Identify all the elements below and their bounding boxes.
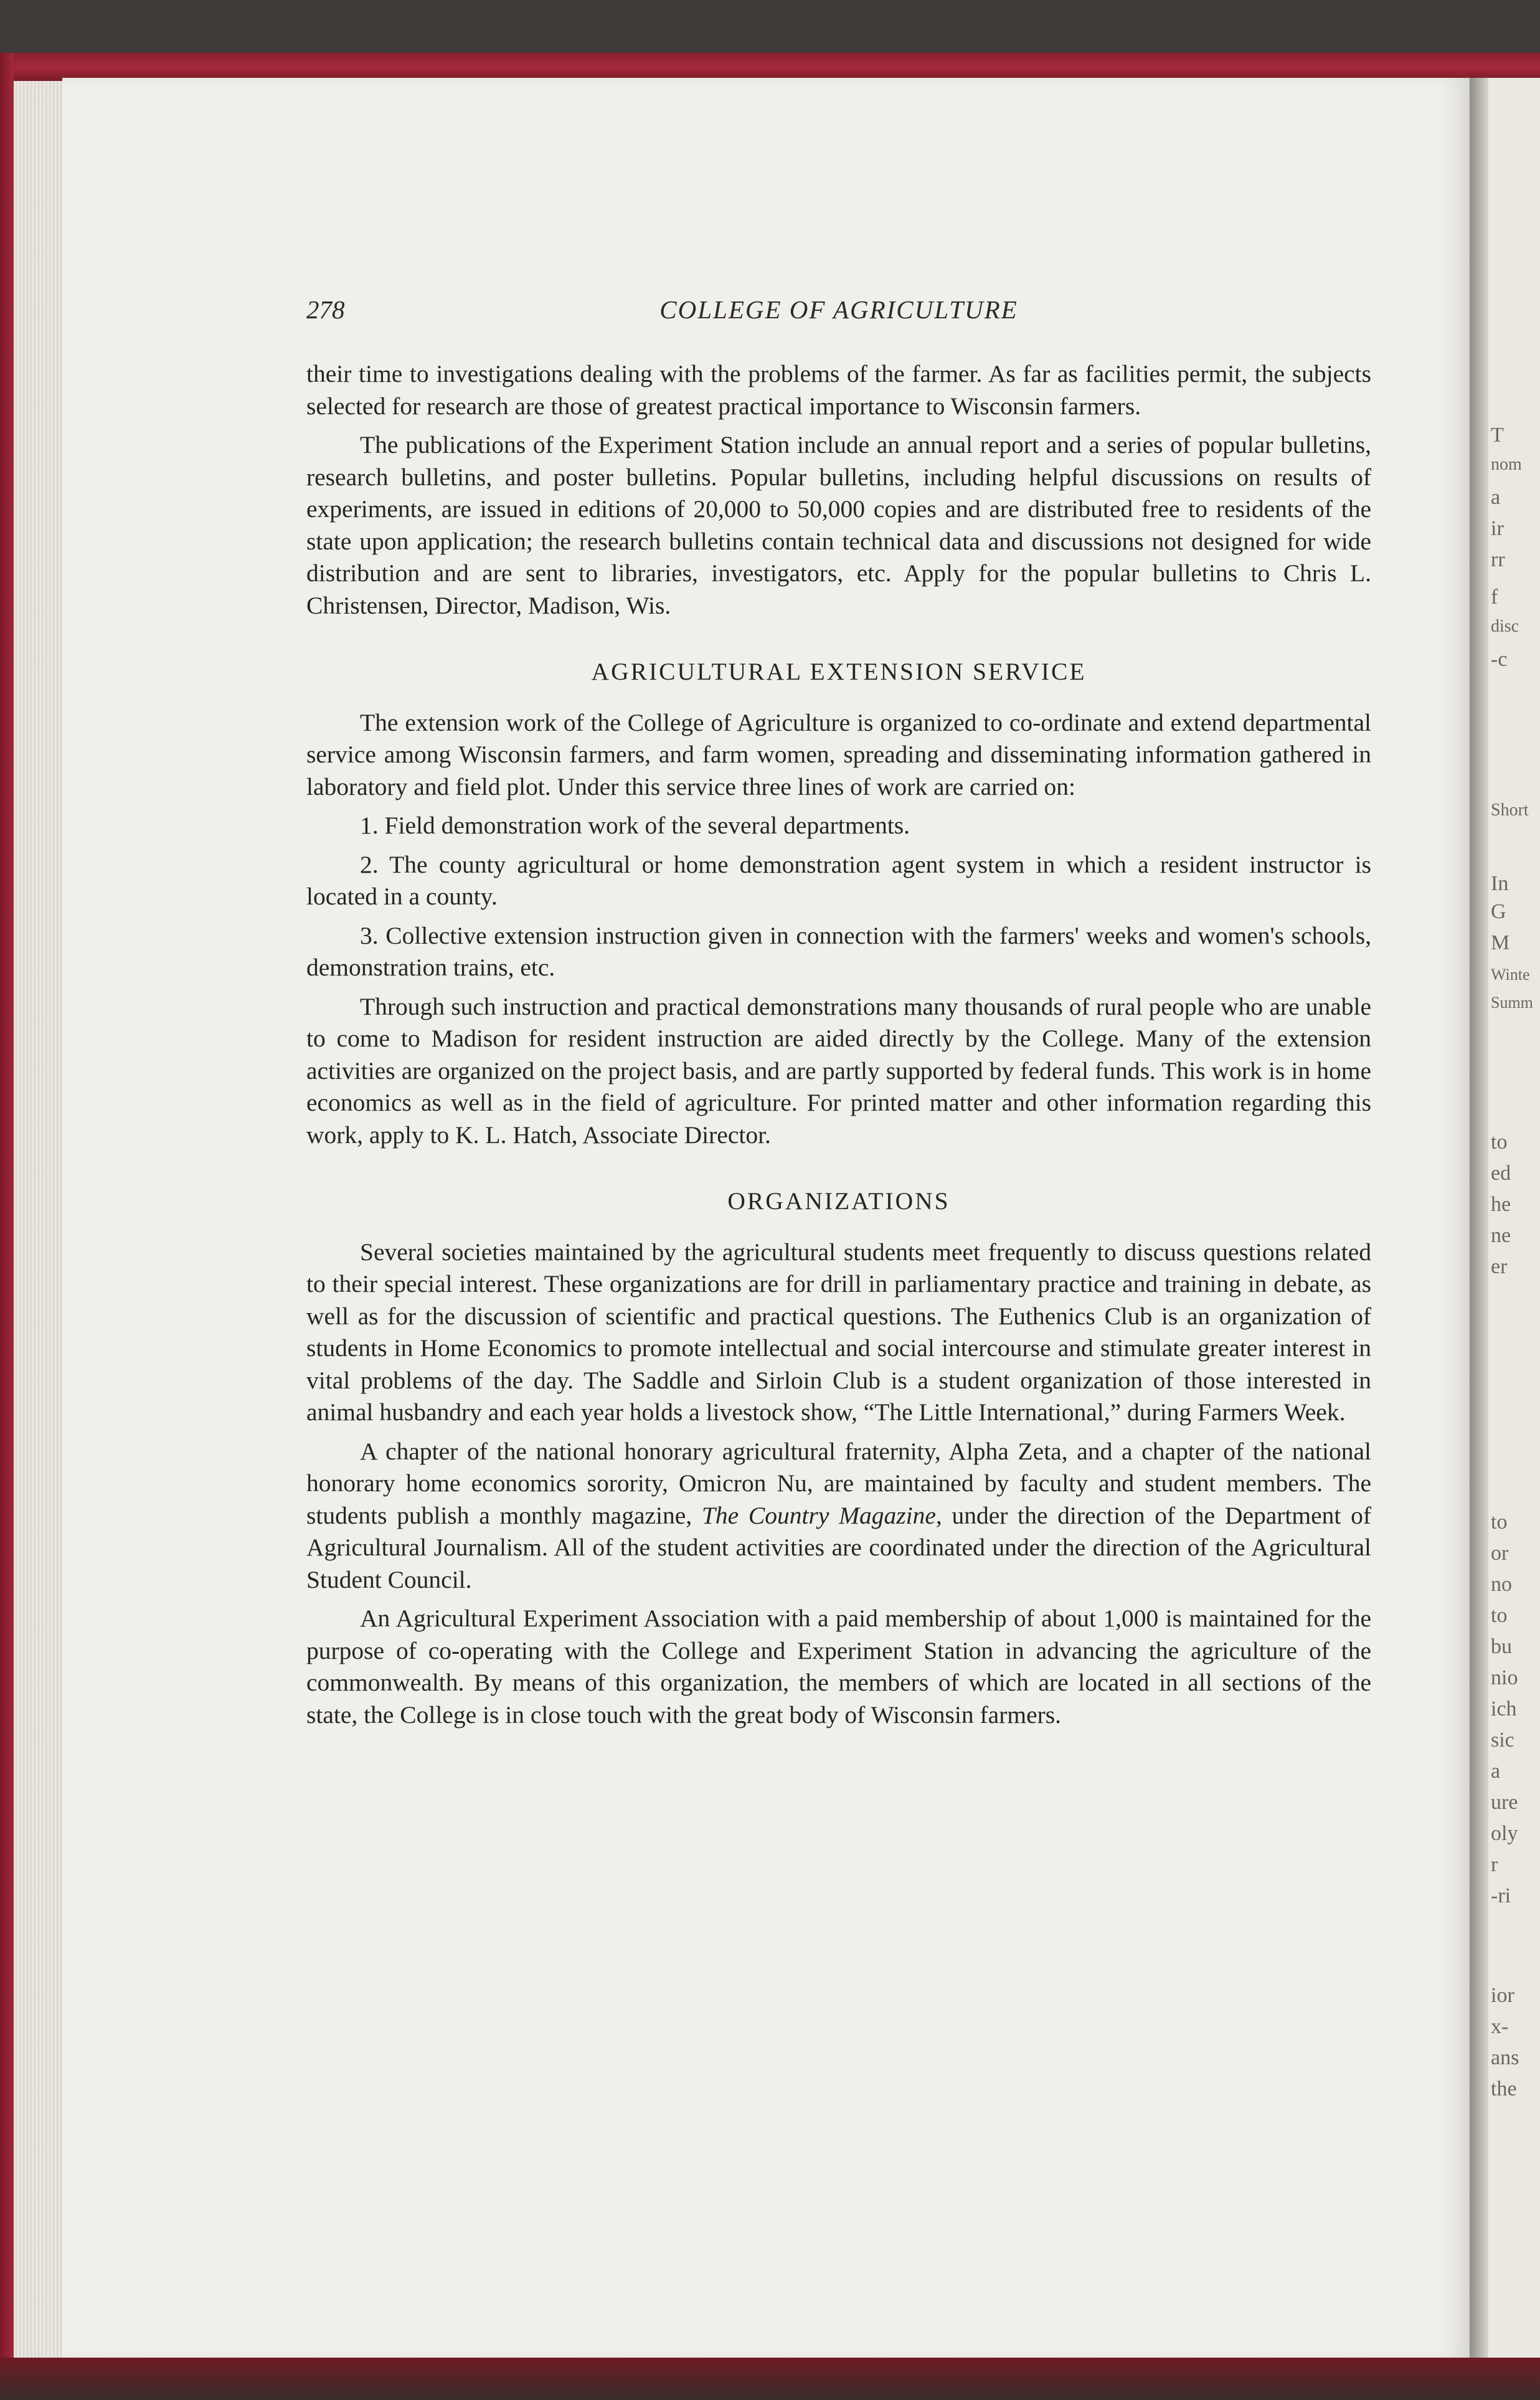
edge-fragment: nom [1491, 455, 1522, 474]
edge-fragment: ich [1491, 1697, 1517, 1720]
edge-fragment: T [1491, 424, 1504, 447]
edge-fragment: or [1491, 1542, 1509, 1565]
edge-fragment: G [1491, 900, 1506, 923]
edge-fragment: disc [1491, 617, 1519, 636]
edge-fragment: oly [1491, 1822, 1518, 1845]
paragraph-chapters [306, 1436, 1371, 1596]
edge-fragment: Summ [1491, 994, 1533, 1012]
edge-fragment: no [1491, 1573, 1512, 1596]
edge-fragment: Winte [1491, 965, 1530, 984]
scan-background [0, 0, 1540, 53]
edge-fragment: Short [1491, 800, 1529, 820]
section-heading-organizations: ORGANIZATIONS [727, 1187, 950, 1215]
edge-fragment: the [1491, 2077, 1517, 2100]
edge-fragment: to [1491, 1604, 1508, 1627]
list-item: 2. The county agricultural or home demonstration agent system in which a resident instructor is located in a county. [306, 850, 1371, 910]
edge-fragment: rr [1491, 548, 1505, 571]
edge-fragment: x- [1491, 2015, 1509, 2038]
running-title: COLLEGE OF AGRICULTURE [659, 295, 1018, 324]
edge-fragment: ed [1491, 1162, 1511, 1185]
paragraph-extension-intro: The extension work of the College of Agriculture is organized to co-ordinate and extend departmental service among Wisconsin farmers, and farm women, spreading and disseminating information gathered in laboratory and field plot. Under this service three lines of work are carried on: [306, 708, 1371, 800]
list-item: 3. Collective extension instruction given in connection with the farmers' weeks and women's schools, demonstration trains, etc. [306, 921, 1371, 981]
edge-fragment: nio [1491, 1666, 1518, 1689]
edge-fragment: -ri [1491, 1884, 1511, 1907]
paragraph-publications: The publications of the Experiment Station include an annual report and a series of popular bulletins, research bulletins, and poster bulletins. Popular bulletins, including helpful discussions on results of experiments, are issued in editions of 20,000 to 50,000 copies and are distributed free to residents of the state upon application; the research bulletins contain technical data and discussions not designed for wide distribution and are sent to libraries, investigators, etc. Apply for the popular bulletins to Chris L. Christensen, Director, Madison, Wis. [306, 431, 1371, 619]
book-binding-top [0, 53, 1540, 81]
edge-fragment: bu [1491, 1635, 1512, 1658]
list-item: 1. Field demonstration work of the several departments. [360, 812, 910, 839]
section-heading-extension: AGRICULTURAL EXTENSION SERVICE [591, 658, 1087, 685]
edge-fragment: a [1491, 1760, 1501, 1783]
edge-fragment: -c [1491, 648, 1508, 671]
page-edges [14, 81, 62, 2361]
edge-fragment: ir [1491, 517, 1504, 540]
edge-fragment: In [1491, 872, 1509, 895]
edge-fragment: ne [1491, 1224, 1511, 1247]
paragraph-societies: Several societies maintained by the agricultural students meet frequently to discuss questions related to their special interest. These organizations are for drill in parliamentary practice and training in debate, as well as for the discussion of scientific and practical questions. The Euthenics Club is an organization of students in Home Economics to promote intellectual and social intercourse and stimulate greater interest in vital problems of the day. The Saddle and Sirloin Club is a student organization of those interested in animal husbandry and each year holds a livestock show, “The Little International,” during Farmers Week. [306, 1238, 1371, 1426]
book-binding-left [0, 53, 14, 2358]
text-run: A chapter of the national honorary agricultural fraternity, Alpha Zeta, and a chapter of the national honorary home economics sorority, Omicron Nu, are maintained by faculty and student members. The students publish a monthly magazine, [306, 1437, 1371, 1529]
book-binding-bottom [0, 2358, 1540, 2400]
page-body [306, 358, 1371, 1738]
edge-fragment: to [1491, 1131, 1508, 1154]
page-gutter [1470, 78, 1488, 2358]
edge-fragment: f [1491, 586, 1498, 609]
edge-fragment: er [1491, 1255, 1508, 1278]
edge-fragment: ans [1491, 2046, 1519, 2069]
edge-fragment: a [1491, 486, 1501, 509]
edge-fragment: ior [1491, 1984, 1514, 2007]
page-number: 278 [306, 295, 345, 324]
paragraph-research-continued: their time to investigations dealing with the problems of the farmer. As far as facilities permit, the subjects selected for research are those of greatest practical importance to Wisconsin farmers. [306, 360, 1371, 420]
edge-fragment: to [1491, 1511, 1508, 1534]
edge-fragment: he [1491, 1193, 1511, 1216]
text-run: under the direction of the Department of Agricultural Journalism. All of the student activities are coordinated under the direction of the Agricultural Student Council. [306, 1501, 1372, 1593]
page-header [306, 295, 1371, 332]
adjacent-page-edge [1488, 78, 1540, 2358]
paragraph-experiment-association: An Agricultural Experiment Association with a paid membership of about 1,000 is maintained for the purpose of co-operating with the College and Experiment Station in advancing the agriculture of the commonwealth. By means of this organization, the members of which are located in all sections of the state, the College is in close touch with the great body of Wisconsin farmers. [306, 1605, 1371, 1729]
edge-fragment: sic [1491, 1729, 1514, 1752]
edge-fragment: ure [1491, 1791, 1518, 1814]
edge-fragment: r [1491, 1853, 1498, 1876]
paragraph-extension-instruction: Through such instruction and practical demonstrations many thousands of rural people who are unable to come to Madison for resident instruction are aided directly by the College. Many of the extension activities are organized on the project basis, and are partly supported by federal funds. This work is in home economics as well as in the field of agriculture. For printed matter and other information regarding this work, apply to K. L. Hatch, Associate Director. [306, 992, 1371, 1149]
edge-fragment: M [1491, 931, 1510, 954]
magazine-title: The Country Magazine, [701, 1501, 942, 1529]
